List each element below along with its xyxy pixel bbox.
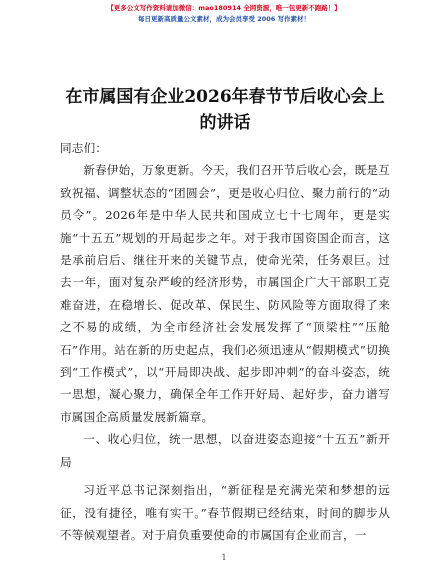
document-title: 在市属国有企业2026年春节节后收心会上的讲话 <box>65 87 385 133</box>
document-body <box>60 137 390 546</box>
section-heading-1: 一、收心归位，统一思想，以奋进姿态迎接“十五五”新开局 <box>60 432 390 469</box>
page-number: 1 <box>221 553 227 562</box>
paragraph-section-1: 习近平总书记深刻指出，“新征程是充满光荣和梦想的远征，没有捷径，唯有实干。”春节假期已经结束，时间的脚步从不等候观望者。对于肩负重要使命的市属国有企业而言，一 <box>60 483 390 542</box>
promo-banner <box>0 3 448 24</box>
promo-banner-line-2: 每日更新高质量公文素材，成为会员享受 2006 写作素材！ <box>137 15 311 23</box>
paragraph-intro: 新春伊始，万象更新。今天，我们召开节后收心会，既是互致祝福、调整状态的“团圆会”，更是收心归位、聚力前行的“动员令”。2026年是中华人民共和国成立七十七周年，更是实施“十五五”规划的开局起步之年。对于我市国资国企而言，这是承前启后、继往开来的关键节点，使命光荣，任务艰巨。过去一年，面对复杂严峻的经济形势，市属国企广大干部职工克难奋进，在稳增长、促改革、保民生、防风险等方面取得了来之不易的成绩，为全市经济社会发展发挥了“顶梁柱”“压舱石”作用。站在新的历史起点，我们必须迅速从“假期模式”切换到“工作模式”，以“开局即决战、起步即冲刺”的奋斗姿态，统一思想，凝心聚力，确保全年工作开好局、起好步，奋力谱写市属国企高质量发展新篇章。 <box>60 163 390 424</box>
promo-banner-line-1: 【更多公文写作资料请加微信：mao180914 全网资源，唯一包更新不跑路！】 <box>107 4 341 12</box>
salutation: 同志们： <box>60 141 108 155</box>
